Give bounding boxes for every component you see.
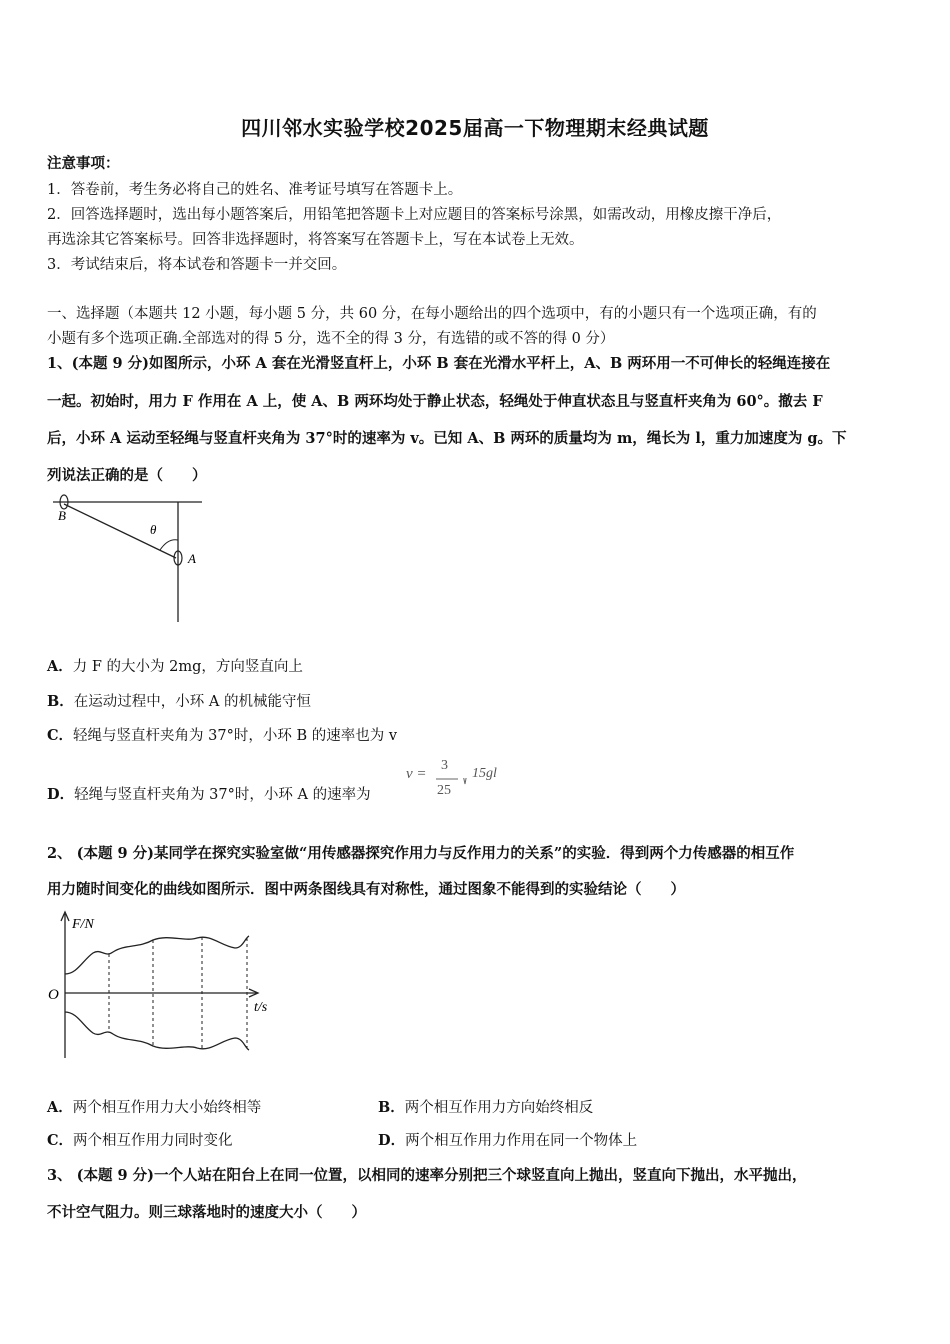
- option-label: C．: [47, 1132, 74, 1149]
- q1-text: 一起。初始时，用力 F 作用在 A 上，使 A、B 两环均处于静止状态，轻绳处于伸直状态且与竖直杆夹角为 60°。撤去 F: [47, 393, 823, 410]
- q3-text: 3、 (本题 9 分)一个人站在阳台上在同一位置，以相同的速率分别把三个球竖直向上抛出，竖直向下抛出，水平抛出，: [47, 1167, 807, 1184]
- q2-option-d: [378, 1129, 637, 1150]
- option-text: 两个相互作用力同时变化: [73, 1133, 233, 1149]
- y-axis-label: F/N: [72, 917, 94, 932]
- option-label: D．: [378, 1132, 406, 1149]
- option-text: 力 F 的大小为 2mg，方向竖直向上: [72, 659, 303, 675]
- rope: [64, 504, 176, 558]
- q1-figure: [50, 490, 210, 625]
- angle-arc: [160, 540, 178, 550]
- option-text: 轻绳与竖直杆夹角为 37°时，小环 B 的速率也为 v: [73, 728, 398, 744]
- q3-text: 不计空气阻力。则三球落地时的速度大小（ ）: [47, 1204, 366, 1221]
- q2-figure: [45, 908, 285, 1063]
- page-title: 四川邻水实验学校2025届高一下物理期末经典试题: [241, 116, 709, 140]
- notice-heading: 注意事项：: [47, 155, 120, 172]
- option-label: A．: [47, 658, 73, 675]
- label-theta: θ: [150, 522, 157, 537]
- section-heading-cont: 小题有多个选项正确.全部选对的得 5 分，选不全的得 3 分，有选错的或不答的得 0 分）: [47, 331, 615, 347]
- force-curve-upper: [65, 936, 249, 974]
- option-text: 两个相互作用力作用在同一个物体上: [405, 1133, 638, 1149]
- option-label: A．: [47, 1099, 73, 1116]
- option-text: 轻绳与竖直杆夹角为 37°时，小环 A 的速率为: [74, 787, 371, 803]
- option-label: D．: [47, 786, 75, 803]
- formula-denominator: 25: [437, 783, 451, 798]
- x-axis-label: t/s: [254, 1000, 268, 1015]
- q2-option-c: [47, 1129, 233, 1150]
- option-text: 在运动过程中，小环 A 的机械能守恒: [73, 694, 311, 710]
- formula-radicand: 15gl: [472, 766, 497, 781]
- q1-option-d: [47, 783, 371, 804]
- origin-label: O: [48, 987, 59, 1003]
- option-label: C．: [47, 727, 74, 744]
- force-curve-lower: [65, 1012, 249, 1050]
- formula-lhs: v =: [406, 766, 427, 782]
- q1-text: 1、(本题 9 分)如图所示，小环 A 套在光滑竖直杆上，小环 B 套在光滑水平杆上，A、B 两环用一不可伸长的轻绳连接在: [47, 355, 831, 372]
- section-heading: 一、选择题（本题共 12 小题，每小题 5 分，共 60 分，在每小题给出的四个选项中，有的小题只有一个选项正确，有的: [47, 306, 817, 322]
- notice-item: 3．考试结束后，将本试卷和答题卡一并交回。: [47, 257, 347, 273]
- q1-text: 后，小环 A 运动至轻绳与竖直杆夹角为 37°时的速率为 v。已知 A、B 两环的质量均为 m，绳长为 l，重力加速度为 g。下: [47, 430, 847, 447]
- notice-item: 1．答卷前，考生务必将自己的姓名、准考证号填写在答题卡上。: [47, 182, 463, 198]
- q2-text: 2、 (本题 9 分)某同学在探究实验室做“用传感器探究作用力与反作用力的关系”的实验．得到两个力传感器的相互作: [47, 845, 795, 862]
- q2-option-b: [378, 1096, 593, 1117]
- notice-item: 2．回答选择题时，选出每小题答案后，用铅笔把答题卡上对应题目的答案标号涂黑，如需改动，用橡皮擦干净后，: [47, 207, 782, 223]
- q2-option-a: [47, 1096, 261, 1117]
- q1-option-a: [47, 655, 303, 676]
- label-a: A: [188, 551, 196, 566]
- option-label: B．: [378, 1099, 405, 1116]
- q1-option-c: [47, 724, 397, 745]
- q1-text: 列说法正确的是（ ）: [47, 467, 207, 484]
- formula-numerator: 3: [441, 758, 448, 773]
- option-text: 两个相互作用力大小始终相等: [72, 1100, 262, 1116]
- option-label: B．: [47, 693, 74, 710]
- q2-text: 用力随时间变化的曲线如图所示．图中两条图线具有对称性，通过图象不能得到的实验结论（ ）: [47, 881, 685, 898]
- label-b: B: [58, 508, 66, 523]
- notice-item: 再选涂其它答案标号。回答非选择题时，将答案写在答题卡上，写在本试卷上无效。: [47, 232, 584, 248]
- option-text: 两个相互作用力方向始终相反: [404, 1100, 594, 1116]
- q1-option-b: [47, 690, 311, 711]
